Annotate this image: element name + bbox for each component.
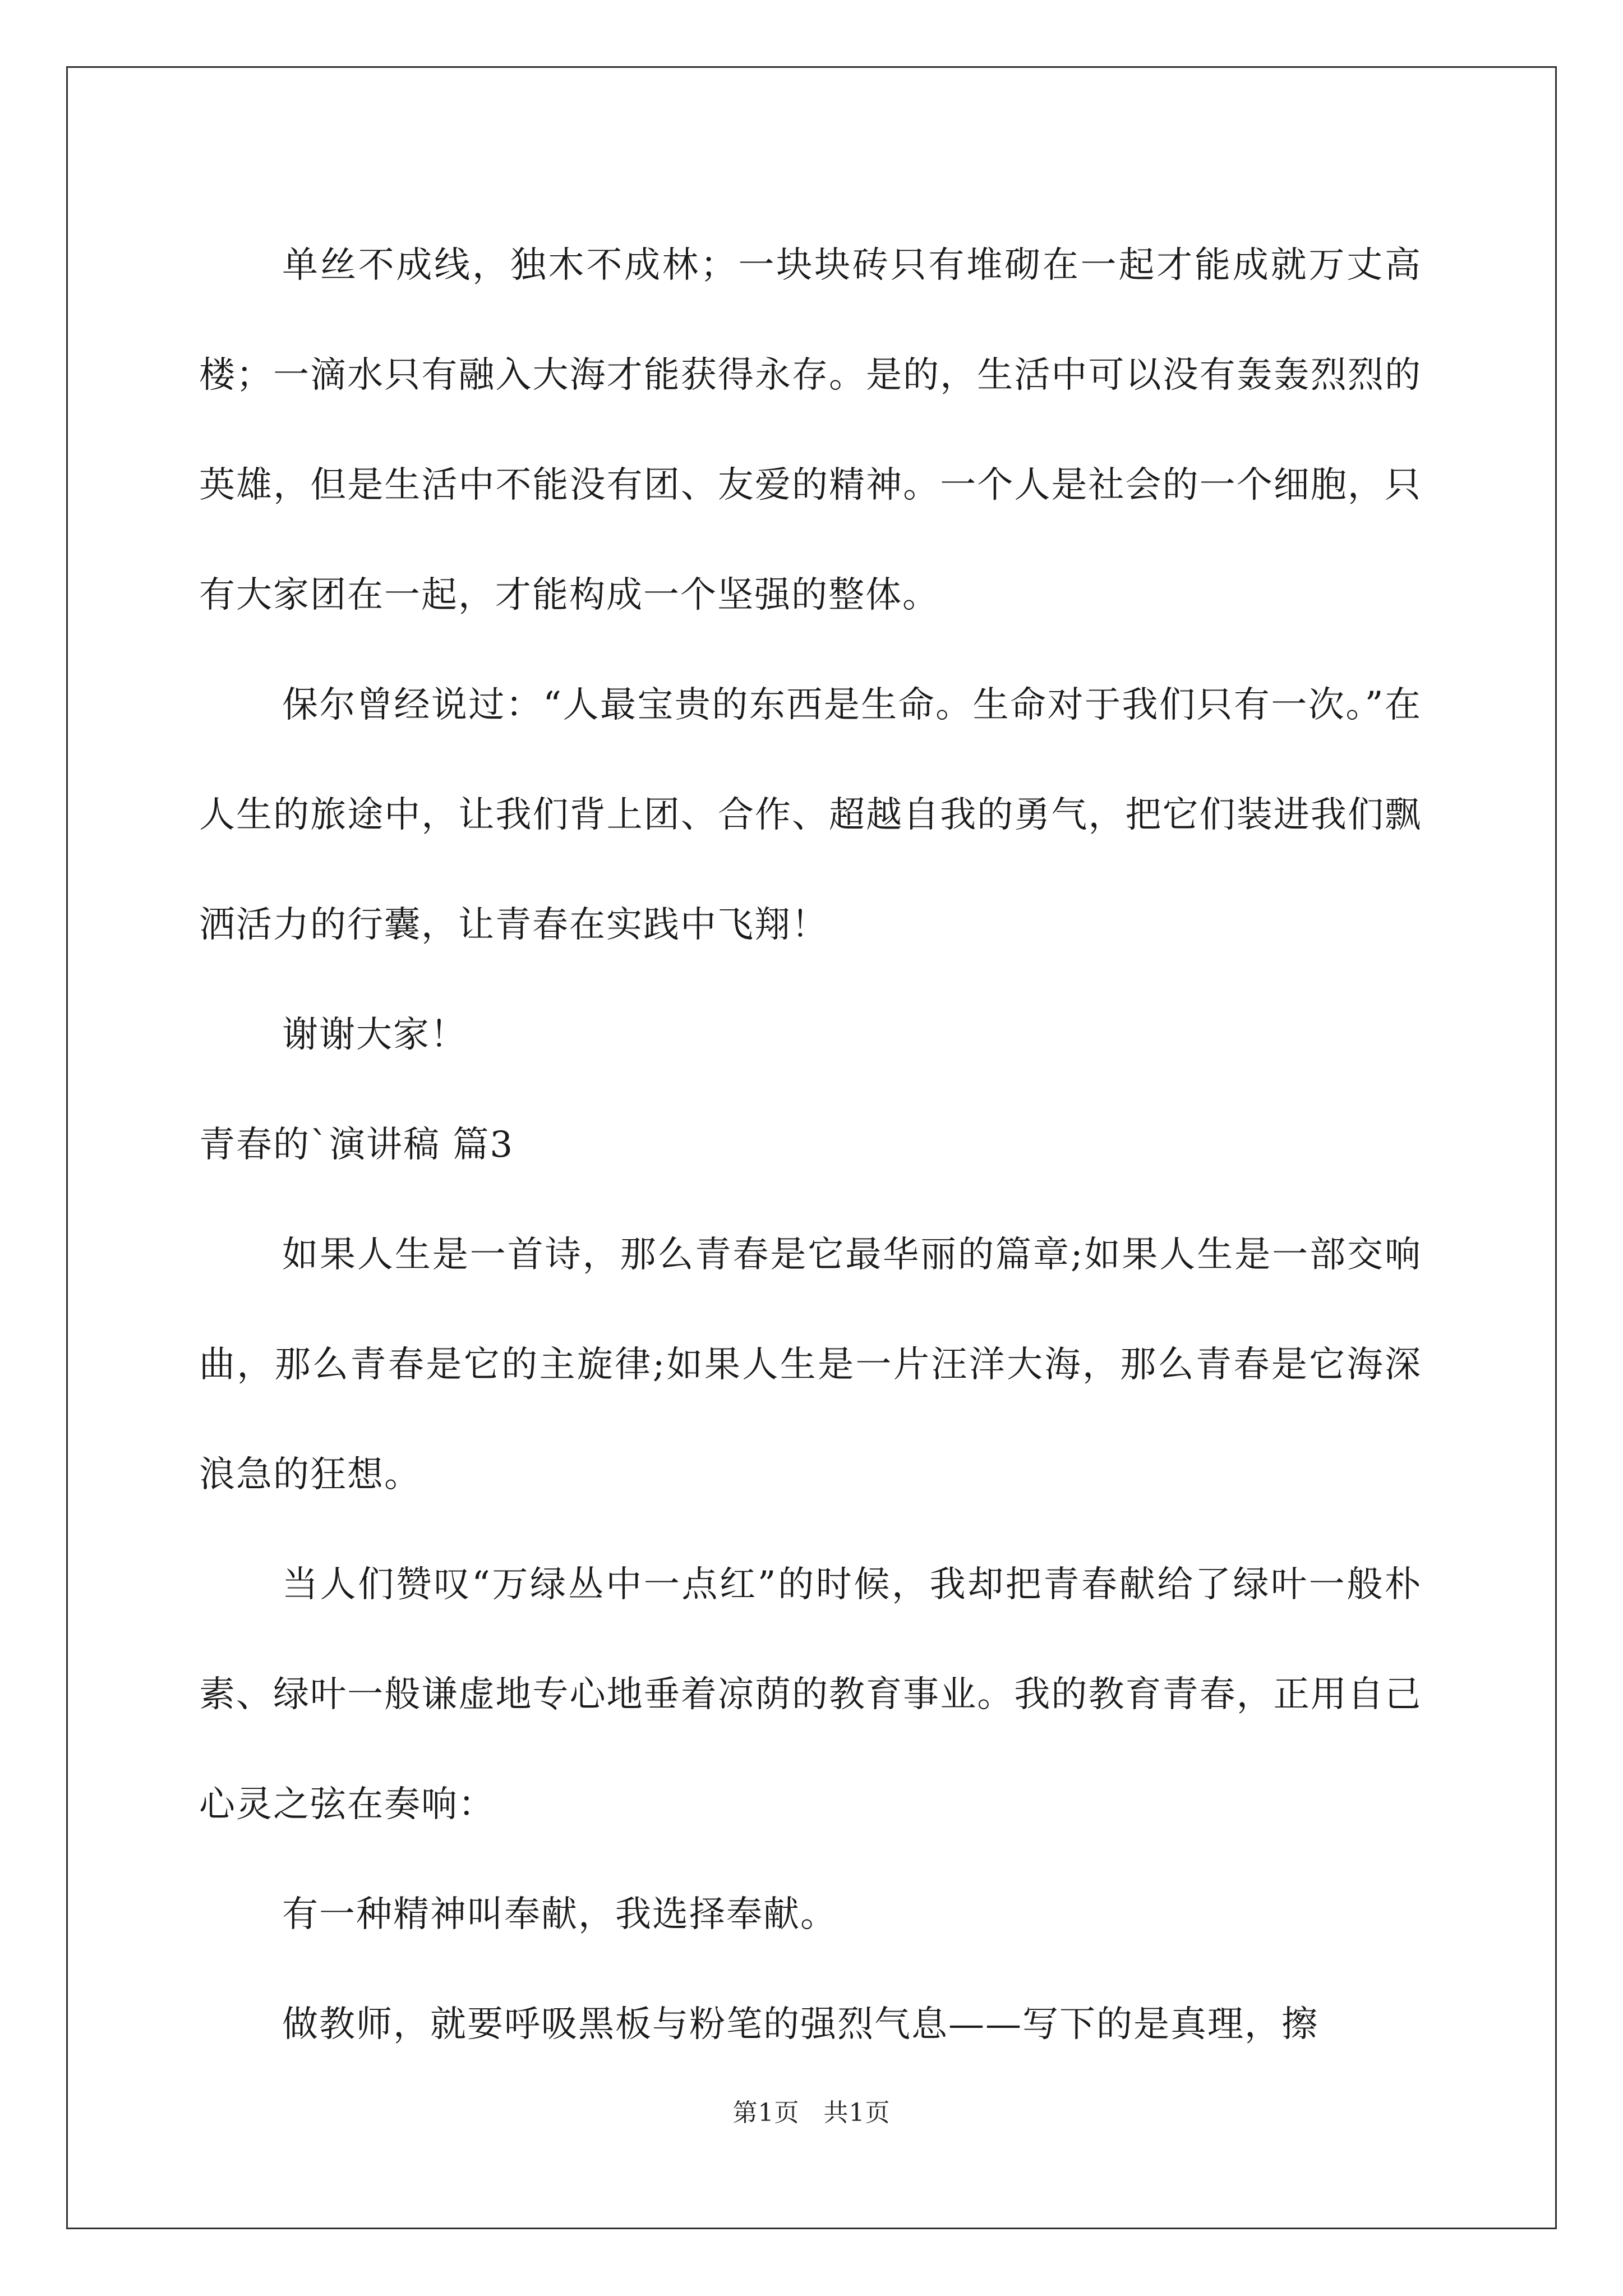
paragraph: 做教师，就要呼吸黑板与粉笔的强烈气息——写下的是真理，擦 [282,2004,1318,2045]
section-heading: 青春的`演讲稿 篇3 [199,1124,514,1166]
paragraph: 有一种精神叫奉献，我选择奉献。 [282,1894,837,1935]
paragraph: 当人们赞叹“万绿丛中一点红”的时候，我却把青春献给了绿叶一般朴素、绿叶一般谦虚地专心地垂着凉荫的教育事业。我的教育青春，正用自己心灵之弦在奏响： [199,1564,1422,1825]
paragraph: 谢谢大家！ [282,1014,467,1056]
paragraph: 如果人生是一首诗，那么青春是它最华丽的篇章;如果人生是一部交响曲，那么青春是它的主旋律;如果人生是一片汪洋大海，那么青春是它海深浪急的狂想。 [199,1234,1422,1496]
document-body [199,210,1422,2079]
page-footer [0,2092,1623,2128]
page-number: 第1页 [732,2099,800,2127]
paragraph: 单丝不成线，独木不成林；一块块砖只有堆砌在一起才能成就万丈高楼；一滴水只有融入大海才能获得永存。是的，生活中可以没有轰轰烈烈的英雄，但是生活中不能没有团、友爱的精神。一个人是社会的一个细胞，只有大家团在一起，才能构成一个坚强的整体。 [199,245,1422,616]
paragraph: 保尔曾经说过：“人最宝贵的东西是生命。生命对于我们只有一次。”在人生的旅途中，让我们背上团、合作、超越自我的勇气，把它们装进我们飘洒活力的行囊，让青春在实践中飞翔！ [199,684,1422,946]
page-total: 共1页 [823,2099,891,2127]
